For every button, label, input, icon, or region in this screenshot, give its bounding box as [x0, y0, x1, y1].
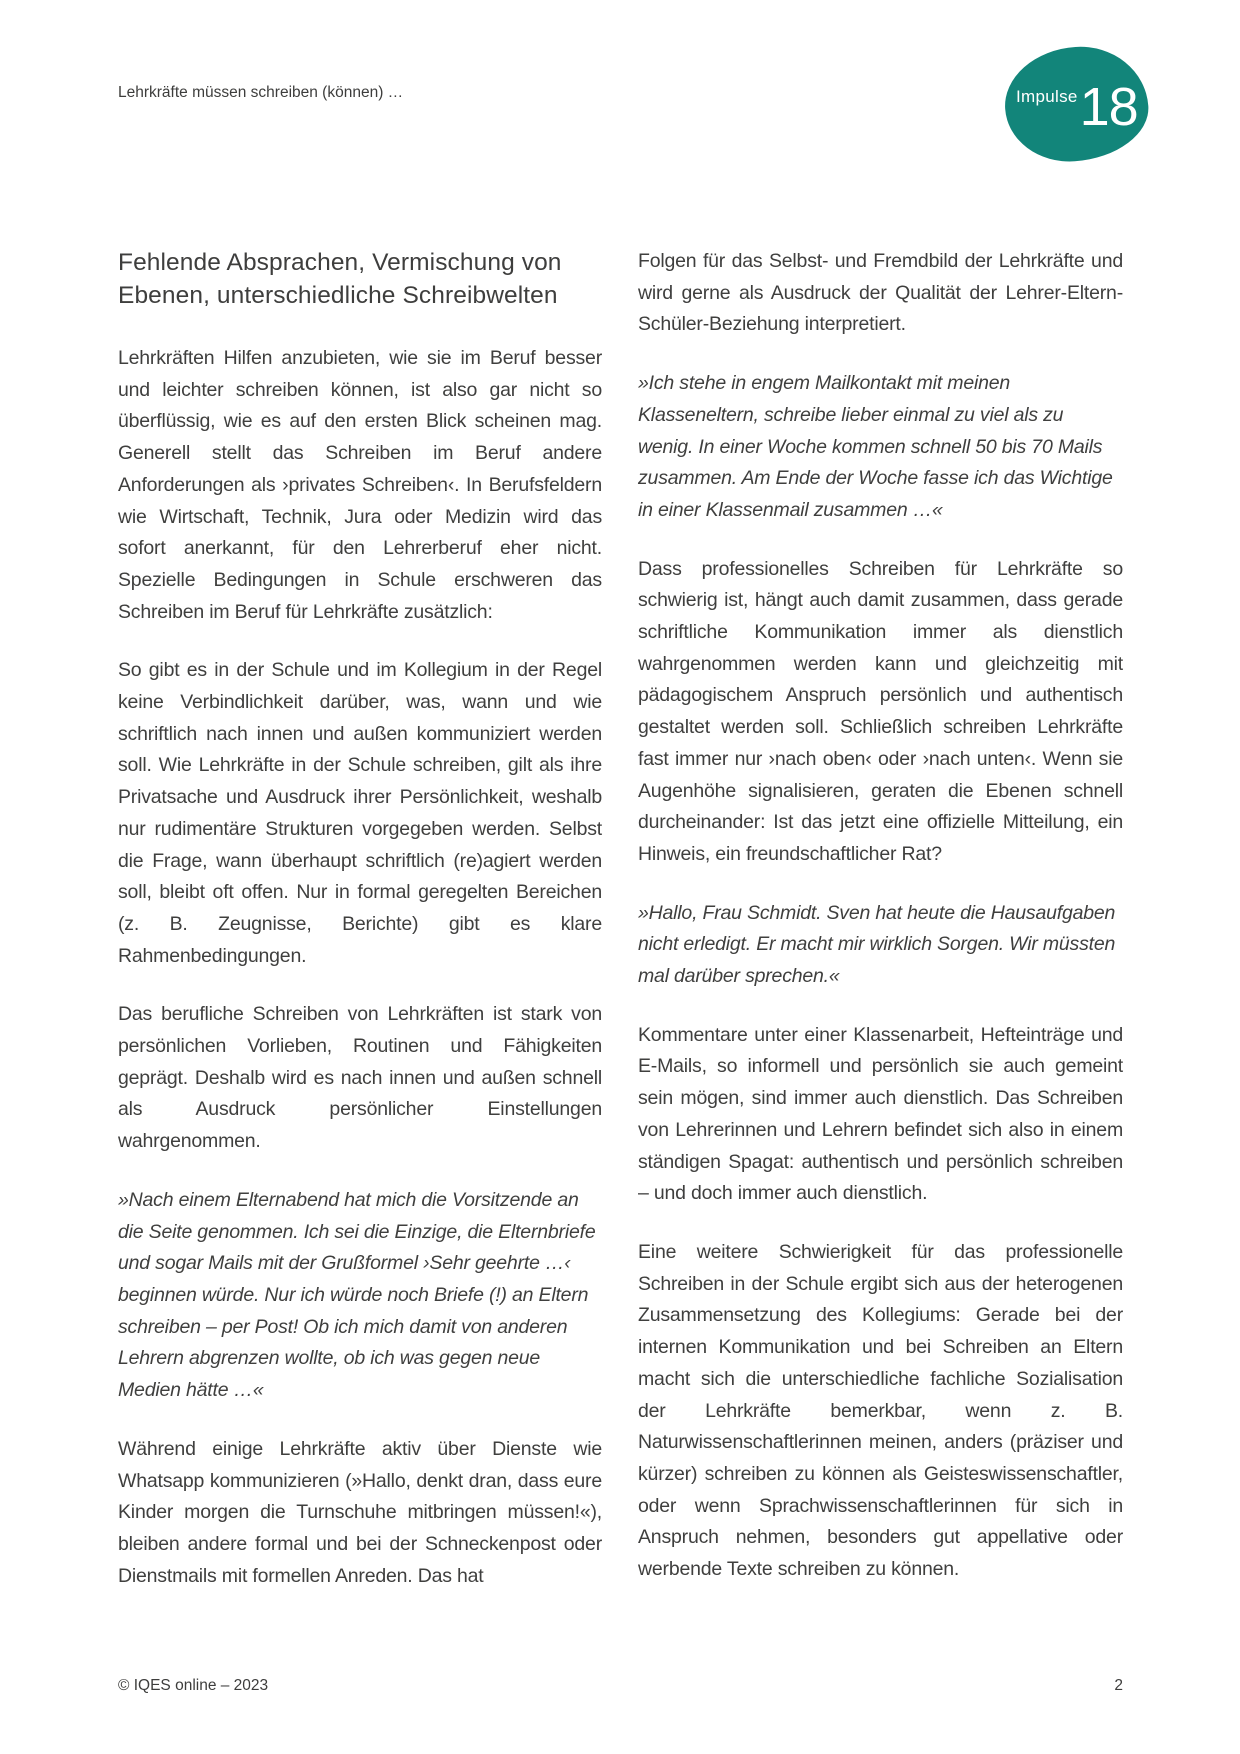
paragraph: Folgen für das Selbst- und Fremdbild der Lehrkräfte und wird gerne als Ausdruck der Qualität der Lehrer-Eltern-Schüler-Beziehung interpretiert.: [638, 250, 1123, 336]
quote-paragraph: »Ich stehe in engem Mailkontakt mit meinen Klasseneltern, schreibe lieber einmal zu viel als zu wenig. In einer Woche kommen schnell 50 bis 70 Mails zusammen. Am Ende der Woche fasse ich das Wichtige in einer Klassenmail zusammen …«: [638, 372, 1113, 521]
paragraph: So gibt es in der Schule und im Kollegium in der Regel keine Verbindlichkeit darüber, was, wann und wie schriftlich nach innen und außen kommuniziert werden soll. Wie Lehrkräfte in der Schule schreiben, gilt als ihre Privatsache und Ausdruck ihrer Persönlichkeit, weshalb nur rudimentäre Strukturen vorgegeben werden. Selbst die Frage, wann überhaupt schriftlich (re)agiert werden soll, bleibt oft offen. Nur in formal geregelten Bereichen (z. B. Zeugnisse, Berichte) gibt es klare Rahmenbedingungen.: [118, 659, 602, 967]
running-head-title: Lehrkräfte müssen schreiben (können) …: [118, 84, 404, 101]
paragraph: Lehrkräften Hilfen anzubieten, wie sie im Beruf besser und leichter schreiben können, ist also gar nicht so überflüssig, wie es auf den ersten Blick scheinen mag. Generell stellt das Schreiben im Beruf andere Anforderungen als ›privates Schreiben‹. In Berufsfeldern wie Wirtschaft, Technik, Jura oder Medizin wird das sofort anerkannt, für den Lehrerberuf eher nicht. Spezielle Bedingungen in Schule erschweren das Schreiben im Beruf für Lehrkräfte zusätzlich:: [118, 347, 602, 623]
paragraph: Das berufliche Schreiben von Lehrkräften ist stark von persönlichen Vorlieben, Routinen und Fähigkeiten geprägt. Deshalb wird es nach innen und außen schnell als Ausdruck persönlicher Einstellungen wahrgenommen.: [118, 1003, 602, 1153]
impulse-badge-number: 18: [1079, 77, 1138, 138]
paragraph: Dass professionelles Schreiben für Lehrkräfte so schwierig ist, hängt auch damit zusammen, dass gerade schriftliche Kommunikation immer als dienstlich wahrgenommen werden kann und gleichzeitig mit pädagogischem Anspruch persönlich und authentisch gestaltet werden soll. Schließlich schreiben Lehrkräfte fast immer nur ›nach oben‹ oder ›nach unten‹. Wenn sie Augenhöhe signalisieren, geraten die Ebenen schnell durcheinander: Ist das jetzt eine offizielle Mitteilung, ein Hinweis, ein freundschaftlicher Rat?: [638, 557, 1123, 865]
paragraph: Kommentare unter einer Klassenarbeit, Hefteinträge und E-Mails, so informell und persönlich sie auch gemeint sein mögen, sind immer auch dienstlich. Das Schreiben von Lehrerinnen und Lehrern befindet sich also in einem ständigen Spagat: authentisch und persönlich schreiben – und doch immer auch dienstlich.: [638, 1023, 1123, 1205]
article-heading: Fehlende Absprachen, Vermischung von Ebenen, unterschiedliche Schreibwelten: [118, 249, 562, 309]
quote-paragraph: »Nach einem Elternabend hat mich die Vorsitzende an die Seite genommen. Ich sei die Einzige, die Elternbriefe und sogar Mails mit der Grußformel ›Sehr geehrte …‹ beginnen würde. Nur ich würde noch Briefe (!) an Eltern schreiben – per Post! Ob ich mich damit von anderen Lehrern abgrenzen wollte, ob ich was gegen neue Medien hätte …«: [118, 1188, 596, 1402]
impulse-badge-label: Impulse: [1015, 87, 1078, 107]
paragraph: Während einige Lehrkräfte aktiv über Dienste wie Whatsapp kommunizieren (»Hallo, denkt dran, dass eure Kinder morgen die Turnschuhe mitbringen müssen!«), bleiben andere formal und bei der Schneckenpost oder Dienstmails mit formellen Anreden. Das hat: [118, 1437, 602, 1587]
article-body: [118, 246, 1123, 1592]
impulse-issue-badge: [1001, 42, 1152, 166]
footer-page-number: 2: [1114, 1677, 1123, 1694]
impulse-badge-content: [1015, 73, 1138, 138]
right-column: [638, 246, 1123, 1592]
left-column: [118, 246, 602, 1592]
footer-copyright: © IQES online – 2023: [118, 1677, 269, 1694]
paragraph: Eine weitere Schwierigkeit für das professionelle Schreiben in der Schule ergibt sich aus der heterogenen Zusammensetzung des Kollegiums: Gerade bei der internen Kommunikation und bei Schreiben an Eltern macht sich die unterschiedliche fachliche Sozialisation der Lehrkräfte bemerkbar, wenn z. B. Naturwissenschaftlerinnen meinen, anders (präziser und kürzer) schreiben zu können als Geisteswissenschaftler, oder wenn Sprachwissenschaftlerinnen für sich in Anspruch nehmen, besonders gut appellative oder werbende Texte schreiben zu können.: [638, 1240, 1123, 1581]
quote-paragraph: »Hallo, Frau Schmidt. Sven hat heute die Hausaufgaben nicht erledigt. Er macht mir wirklich Sorgen. Wir müssten mal darüber sprechen.«: [638, 901, 1116, 988]
